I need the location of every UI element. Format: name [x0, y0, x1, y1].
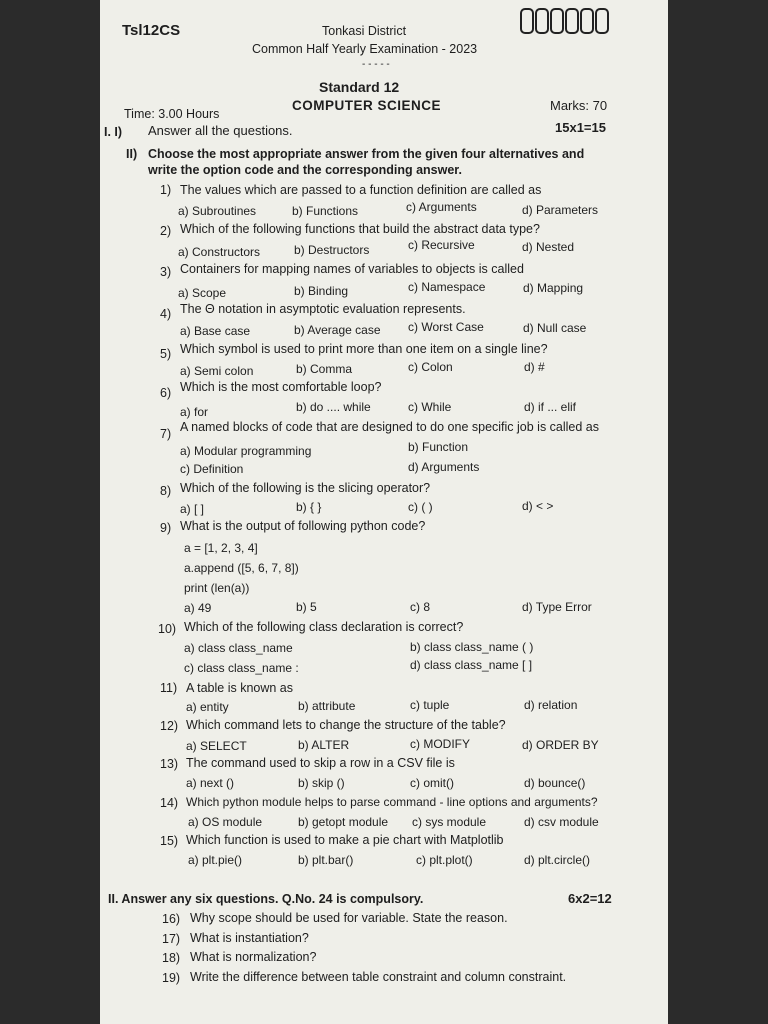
option-a: a) 49	[184, 601, 212, 615]
option-c: c) sys module	[412, 815, 487, 829]
question-number: 3)	[160, 265, 172, 279]
question-number: 12)	[160, 719, 179, 733]
option-c: c) 8	[410, 600, 431, 614]
question-text: A table is known as	[186, 681, 294, 695]
question-text: The command used to skip a row in a CSV file is	[186, 756, 455, 770]
question-number: 8)	[160, 484, 172, 498]
part2-score: 6x2=12	[568, 891, 612, 906]
question-text: What is instantiation?	[190, 931, 309, 945]
question-text: Which of the following is the slicing operator?	[180, 481, 431, 495]
option-a: a) next ()	[186, 776, 235, 790]
question-number: 4)	[160, 307, 172, 321]
option-d: d) #	[524, 360, 545, 374]
option-b: b) Function	[408, 440, 469, 454]
option-b: b) 5	[296, 600, 317, 614]
option-d: d) csv module	[524, 815, 599, 829]
option-c: c) MODIFY	[410, 737, 470, 751]
option-c: c) Arguments	[406, 200, 477, 214]
question-text: Write the difference between table constraint and column constraint.	[190, 970, 567, 984]
question-number: 9)	[160, 521, 172, 535]
option-a: a) plt.pie()	[188, 853, 243, 867]
question-text: What is normalization?	[190, 950, 317, 964]
standard-label: Standard 12	[319, 79, 400, 95]
header-dots: - - - - -	[362, 59, 390, 70]
question-text: Which of the following class declaration is correct?	[184, 620, 464, 634]
question-number: 7)	[160, 427, 172, 441]
question-number: 18)	[162, 951, 181, 965]
option-a: a) SELECT	[186, 739, 247, 753]
option-a: a) entity	[186, 700, 229, 714]
instruction-choose-line2: write the option code and the corresponding answer.	[148, 163, 462, 177]
option-d: d) bounce()	[524, 776, 586, 790]
option-c: c) plt.plot()	[416, 853, 473, 867]
option-b: b) Destructors	[294, 243, 370, 257]
option-a: a) OS module	[188, 815, 263, 829]
code-line: print (len(a))	[184, 581, 250, 595]
option-a: a) Base case	[180, 324, 251, 338]
option-c: c) Worst Case	[408, 320, 484, 334]
option-d: d) Type Error	[522, 600, 592, 614]
option-b: b) Functions	[292, 204, 359, 218]
question-number: 10)	[158, 622, 177, 636]
option-b: b) ALTER	[298, 738, 350, 752]
option-c: c) ( )	[408, 500, 433, 514]
code-line: a = [1, 2, 3, 4]	[184, 541, 258, 555]
option-a: a) class class_name	[184, 641, 293, 655]
code-boxes	[520, 8, 612, 38]
question-text: Why scope should be used for variable. State the reason.	[190, 911, 508, 925]
question-text: Which is the most comfortable loop?	[180, 380, 382, 394]
question-text: Containers for mapping names of variables to objects is called	[180, 262, 524, 276]
subject-title: COMPUTER SCIENCE	[292, 98, 442, 113]
option-c: c) omit()	[410, 776, 454, 790]
option-d: d) ORDER BY	[522, 738, 599, 752]
question-text: The values which are passed to a function definition are called as	[180, 183, 542, 197]
paper-code: Tsl12CS	[122, 22, 181, 39]
question-text: What is the output of following python code?	[180, 519, 426, 533]
option-b: b) Average case	[294, 323, 381, 337]
option-b: b) Binding	[294, 284, 349, 298]
question-number: 11)	[160, 681, 178, 695]
district-name: Tonkasi District	[322, 24, 407, 38]
question-number: 17)	[162, 932, 181, 946]
option-a: a) Constructors	[178, 245, 261, 259]
option-c: c) tuple	[410, 698, 450, 712]
option-d: d) relation	[524, 698, 578, 712]
option-d: d) Null case	[523, 321, 587, 335]
question-text: Which python module helps to parse command - line options and arguments?	[186, 795, 598, 809]
option-a: a) Subroutines	[178, 204, 257, 218]
question-number: 2)	[160, 224, 172, 238]
option-d: d) if ... elif	[524, 400, 577, 414]
question-text: Which function is used to make a pie chart with Matplotlib	[186, 833, 504, 847]
subsection-number: II)	[126, 147, 138, 161]
option-d: d) Parameters	[522, 203, 599, 217]
question-number: 16)	[162, 912, 181, 926]
exam-title: Common Half Yearly Examination - 2023	[252, 42, 478, 56]
option-b: b) skip ()	[298, 776, 345, 790]
option-c: c) Recursive	[408, 238, 475, 252]
option-b: b) { }	[296, 500, 322, 514]
option-d: d) < >	[522, 499, 554, 513]
option-a: a) Scope	[178, 286, 227, 300]
option-b: b) Comma	[296, 362, 353, 376]
option-b: b) getopt module	[298, 815, 389, 829]
question-number: 5)	[160, 347, 172, 361]
question-text: Which of the following functions that build the abstract data type?	[180, 222, 540, 236]
part1-score: 15x1=15	[555, 120, 606, 135]
question-number: 1)	[160, 183, 172, 197]
option-d: d) plt.circle()	[524, 853, 591, 867]
question-text: Which command lets to change the structure of the table?	[186, 718, 506, 732]
option-d: d) class class_name [ ]	[410, 658, 533, 672]
option-c: c) Definition	[180, 462, 244, 476]
question-text: A named blocks of code that are designed to do one specific job is called as	[180, 420, 600, 434]
exam-paper	[100, 0, 668, 1024]
option-a: a) for	[180, 405, 209, 419]
question-number: 6)	[160, 386, 172, 400]
option-a: a) Modular programming	[180, 444, 312, 458]
instruction-answer-all: Answer all the questions.	[148, 123, 293, 138]
question-number: 15)	[160, 834, 179, 848]
question-number: 13)	[160, 757, 179, 771]
option-d: d) Mapping	[523, 281, 584, 295]
section-number: I. I)	[104, 125, 123, 139]
exam-marks: Marks: 70	[550, 98, 608, 113]
option-b: b) class class_name ( )	[410, 640, 534, 654]
question-number: 19)	[162, 971, 181, 985]
option-b: b) attribute	[298, 699, 356, 713]
question-number: 14)	[160, 796, 179, 810]
exam-time: Time: 3.00 Hours	[124, 107, 220, 121]
code-line: a.append ([5, 6, 7, 8])	[184, 561, 299, 575]
option-c: c) Namespace	[408, 280, 486, 294]
option-d: d) Nested	[522, 240, 575, 254]
option-a: a) [ ]	[180, 502, 205, 516]
option-c: c) While	[408, 400, 452, 414]
option-c: c) class class_name :	[184, 661, 299, 675]
instruction-choose-line1: Choose the most appropriate answer from the given four alternatives and	[148, 147, 585, 161]
question-text: Which symbol is used to print more than one item on a single line?	[180, 342, 548, 356]
option-b: b) plt.bar()	[298, 853, 354, 867]
option-a: a) Semi colon	[180, 364, 254, 378]
question-text: The Θ notation in asymptotic evaluation represents.	[180, 302, 466, 316]
option-b: b) do .... while	[296, 400, 371, 414]
option-c: c) Colon	[408, 360, 453, 374]
part2-instruction: II. Answer any six questions. Q.No. 24 is compulsory.	[108, 892, 424, 906]
option-d: d) Arguments	[408, 460, 480, 474]
